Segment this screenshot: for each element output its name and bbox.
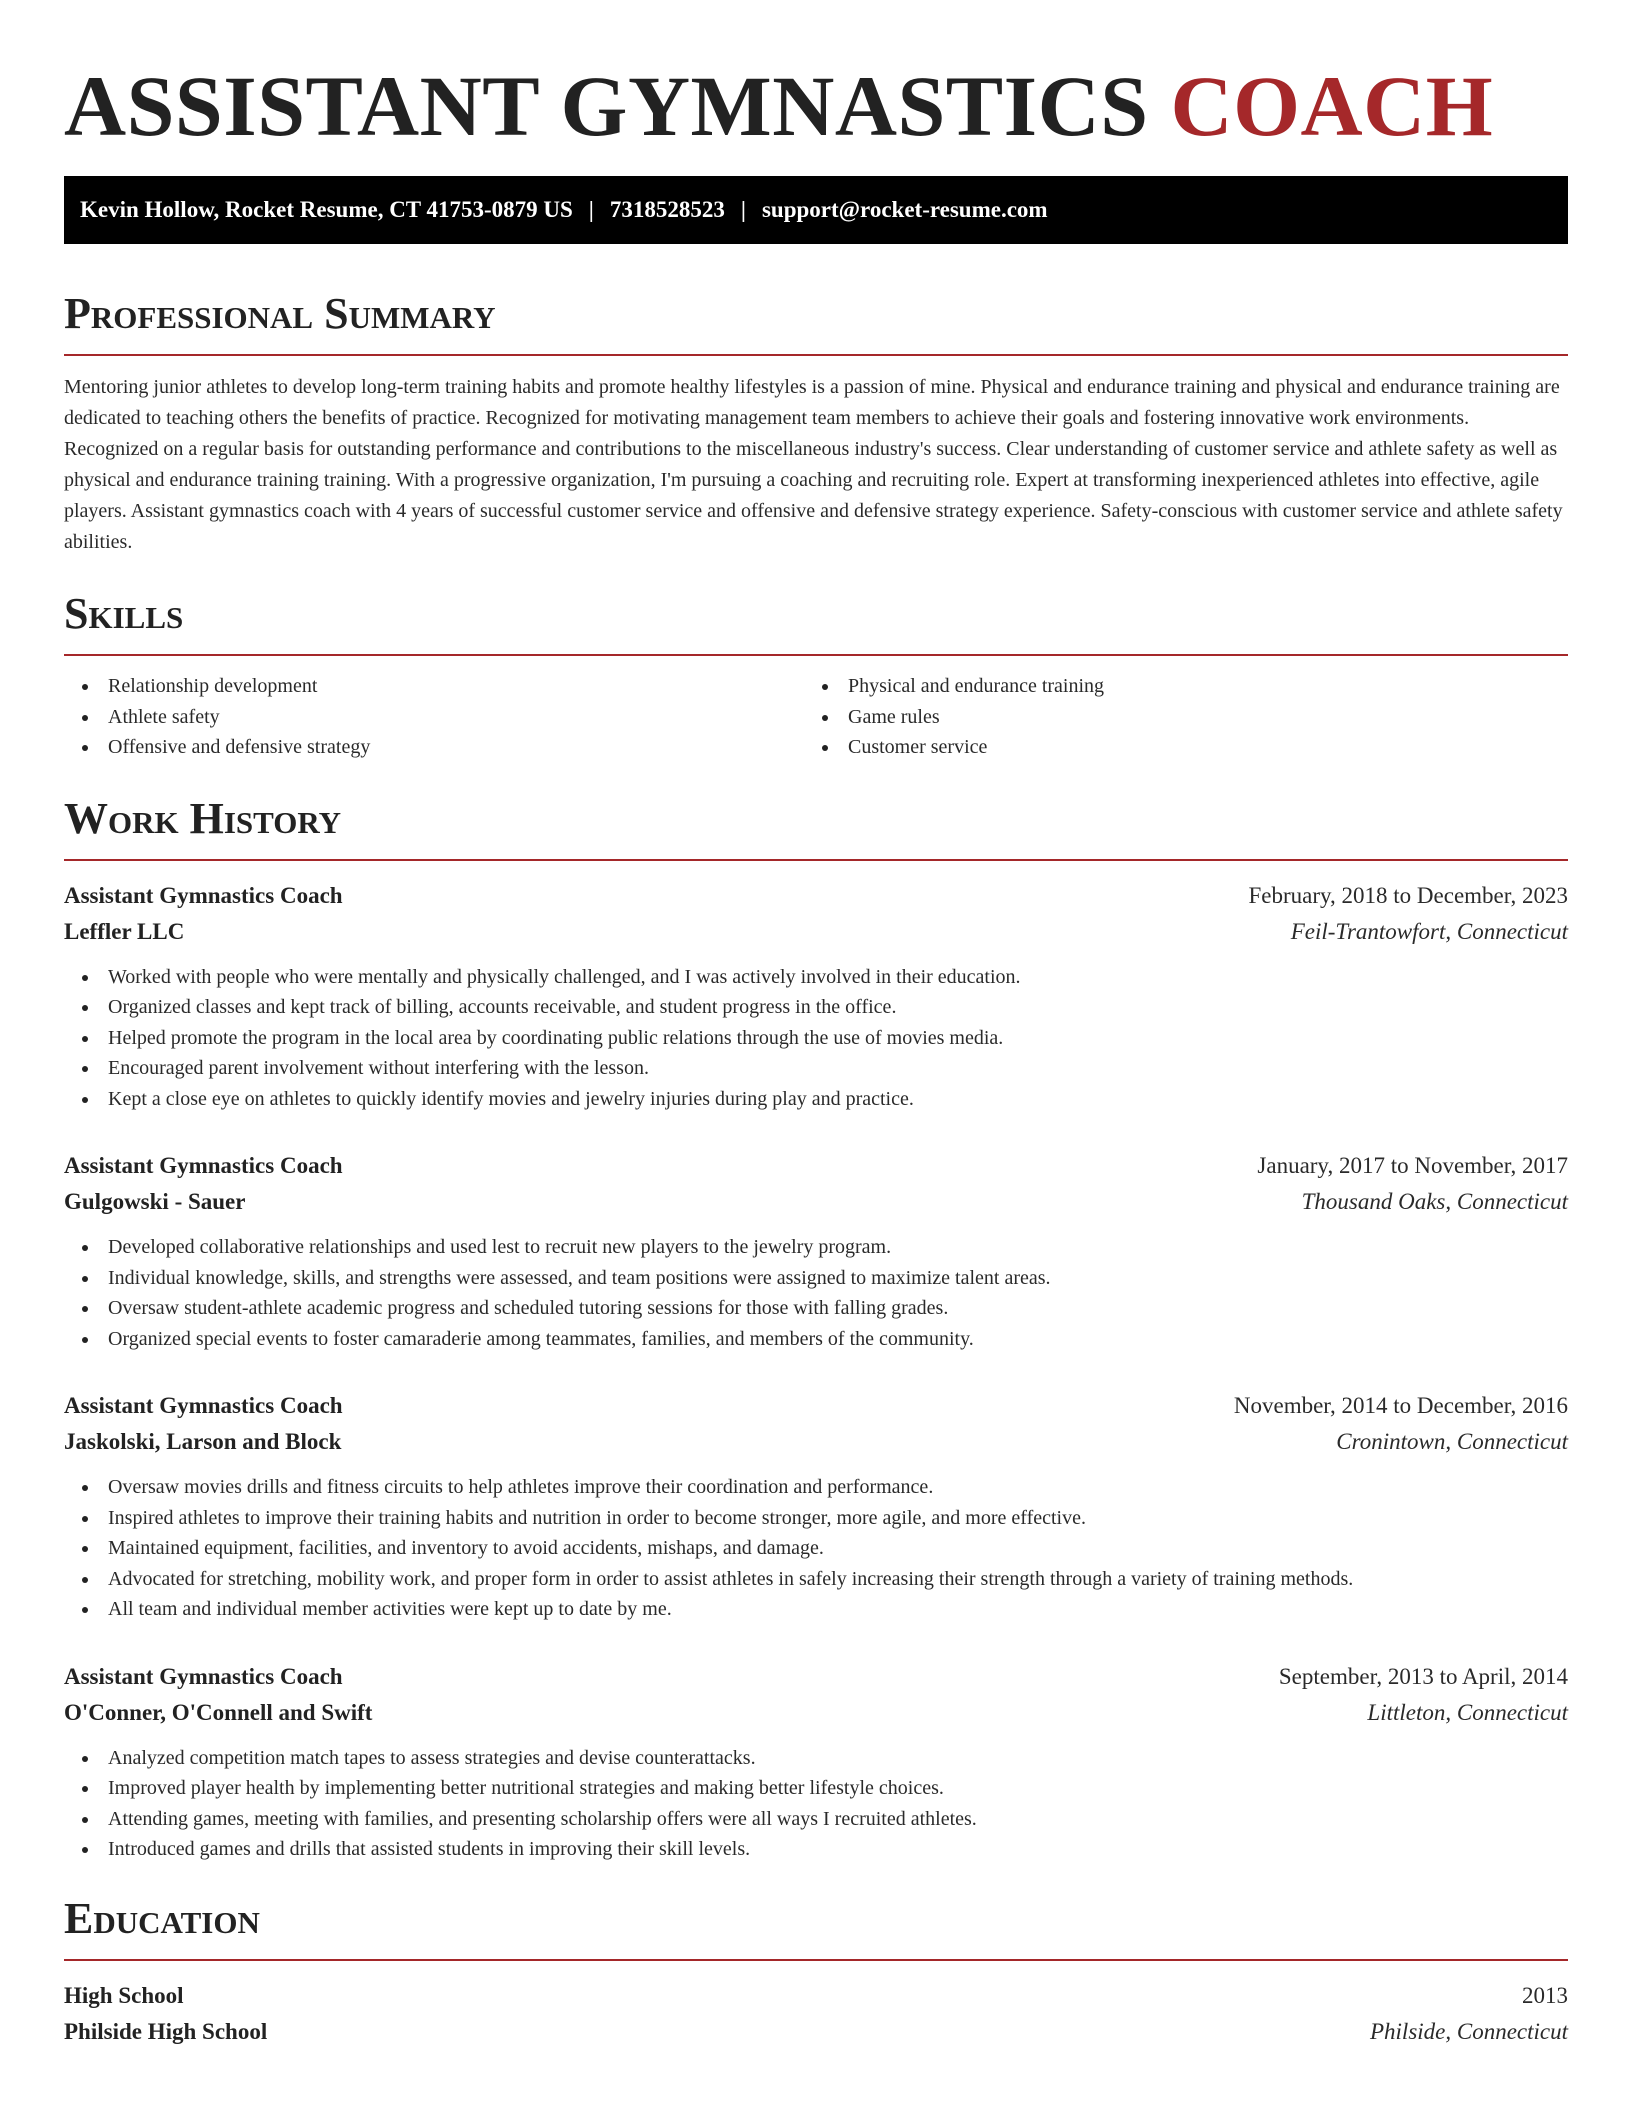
- title-accent: COACH: [1170, 58, 1494, 154]
- job-bullet: Encouraged parent involvement without interfering with the lesson.: [64, 1053, 1568, 1084]
- job-bullet: Individual knowledge, skills, and strengths were assessed, and team positions were assigned to maximize talent areas.: [64, 1263, 1568, 1294]
- skill-item: Offensive and defensive strategy: [64, 732, 804, 763]
- job-location: Feil-Trantowfort, Connecticut: [1290, 918, 1568, 944]
- job-bullet-list: [64, 962, 1568, 1115]
- job-bullet: Helped promote the program in the local area by coordinating public relations through the use of movies media.: [64, 1023, 1568, 1054]
- contact-bar: [64, 176, 1568, 244]
- contact-email: support@rocket-resume.com: [761, 197, 1048, 222]
- job-bullet-list: [64, 1743, 1568, 1865]
- job-location: Cronintown, Connecticut: [1336, 1429, 1568, 1454]
- title-main: ASSISTANT GYMNASTICS: [64, 58, 1149, 154]
- skills-heading: Skills: [64, 589, 184, 638]
- skills-list: [64, 671, 1568, 763]
- job-bullet: Organized classes and kept track of billing, accounts receivable, and student progress in the office.: [64, 992, 1568, 1023]
- job-employer: O'Conner, O'Connell and Swift: [64, 1699, 373, 1725]
- skills-section: [64, 588, 1568, 763]
- job-bullet: Oversaw student-athlete academic progress and scheduled tutoring sessions for those with falling grades.: [64, 1293, 1568, 1324]
- job-bullet: Inspired athletes to improve their training habits and nutrition in order to become stronger, more agile, and more effective.: [64, 1503, 1568, 1534]
- job-dates: November, 2014 to December, 2016: [1233, 1393, 1568, 1418]
- skill-item: Relationship development: [64, 671, 804, 702]
- job-bullet: All team and individual member activities were kept up to date by me.: [64, 1594, 1568, 1625]
- summary-section: [64, 288, 1568, 558]
- section-divider: [64, 1959, 1568, 1961]
- education-location: Philside, Connecticut: [1369, 2018, 1568, 2044]
- job-bullet-list: [64, 1472, 1568, 1625]
- summary-heading: Professional Summary: [64, 289, 496, 338]
- contact-separator: |: [588, 197, 594, 222]
- job-bullet: Kept a close eye on athletes to quickly identify movies and jewelry injuries during play and practice.: [64, 1084, 1568, 1115]
- skill-item: Physical and endurance training: [804, 671, 1544, 702]
- education-heading: Education: [64, 1893, 260, 1943]
- work-history-section: [64, 793, 1568, 1865]
- section-divider: [64, 654, 1568, 656]
- resume-title: [64, 56, 1568, 156]
- skills-column-right: [804, 671, 1544, 763]
- job-bullet: Analyzed competition match tapes to assess strategies and devise counterattacks.: [64, 1743, 1568, 1774]
- job-entry: [64, 1388, 1568, 1625]
- education-degree: High School: [64, 1982, 184, 2008]
- job-bullet: Oversaw movies drills and fitness circuits to help athletes improve their coordination and performance.: [64, 1472, 1568, 1503]
- job-dates: September, 2013 to April, 2014: [1278, 1663, 1568, 1689]
- job-bullet: Maintained equipment, facilities, and inventory to avoid accidents, mishaps, and damage.: [64, 1533, 1568, 1564]
- job-location: Littleton, Connecticut: [1367, 1699, 1568, 1725]
- skills-column-left: [64, 671, 804, 763]
- job-bullet: Improved player health by implementing better nutritional strategies and making better lifestyle choices.: [64, 1773, 1568, 1804]
- job-location: Thousand Oaks, Connecticut: [1301, 1189, 1568, 1214]
- job-bullet: Developed collaborative relationships and used lest to recruit new players to the jewelry program.: [64, 1232, 1568, 1263]
- job-bullet: Introduced games and drills that assisted students in improving their skill levels.: [64, 1834, 1568, 1865]
- job-entry: [64, 878, 1568, 1115]
- education-year: 2013: [1522, 1982, 1568, 2008]
- contact-address: Kevin Hollow, Rocket Resume, CT 41753-0879 US: [80, 197, 573, 222]
- job-bullet: Worked with people who were mentally and physically challenged, and I was actively involved in their education.: [64, 962, 1568, 993]
- job-title: Assistant Gymnastics Coach: [64, 1663, 343, 1689]
- contact-separator: |: [740, 197, 746, 222]
- skill-item: Game rules: [804, 702, 1544, 733]
- job-title: Assistant Gymnastics Coach: [64, 1393, 343, 1418]
- job-dates: January, 2017 to November, 2017: [1257, 1153, 1568, 1178]
- skill-item: Customer service: [804, 732, 1544, 763]
- job-bullet: Organized special events to foster camaraderie among teammates, families, and members of the community.: [64, 1324, 1568, 1355]
- job-bullet: Attending games, meeting with families, and presenting scholarship offers were all ways I recruited athletes.: [64, 1804, 1568, 1835]
- education-school: Philside High School: [64, 2018, 268, 2044]
- contact-phone: 7318528523: [609, 197, 725, 222]
- job-bullet: Advocated for stretching, mobility work, and proper form in order to assist athletes in safely increasing their strength through a variety of training methods.: [64, 1564, 1568, 1595]
- job-employer: Gulgowski - Sauer: [64, 1189, 246, 1214]
- job-employer: Leffler LLC: [64, 918, 185, 944]
- job-title: Assistant Gymnastics Coach: [64, 882, 343, 908]
- work-history-heading: Work History: [64, 793, 342, 843]
- job-title: Assistant Gymnastics Coach: [64, 1153, 343, 1178]
- job-bullet-list: [64, 1232, 1568, 1354]
- education-entry: [64, 1978, 1568, 2050]
- skill-item: Athlete safety: [64, 702, 804, 733]
- education-section: [64, 1893, 1568, 2050]
- job-employer: Jaskolski, Larson and Block: [64, 1429, 342, 1454]
- job-entry: [64, 1148, 1568, 1354]
- job-entry: [64, 1659, 1568, 1865]
- summary-text: Mentoring junior athletes to develop long-term training habits and promote healthy lifestyles is a passion of mine. Physical and endurance training and physical and endurance training are dedicated to teaching others the benefits of practice. Recognized for motivating management team members to achieve their goals and fostering innovative work environments. Recognized on a regular basis for outstanding performance and contributions to the miscellaneous industry's success. Clear understanding of customer service and athlete safety as well as physical and endurance training training. With a progressive organization, I'm pursuing a coaching and recruiting role. Expert at transforming inexperienced athletes into effective, agile players. Assistant gymnastics coach with 4 years of successful customer service and offensive and defensive strategy experience. Safety-conscious with customer service and athlete safety abilities.: [64, 376, 1563, 553]
- section-divider: [64, 354, 1568, 356]
- section-divider: [64, 859, 1568, 861]
- job-dates: February, 2018 to December, 2023: [1248, 882, 1568, 908]
